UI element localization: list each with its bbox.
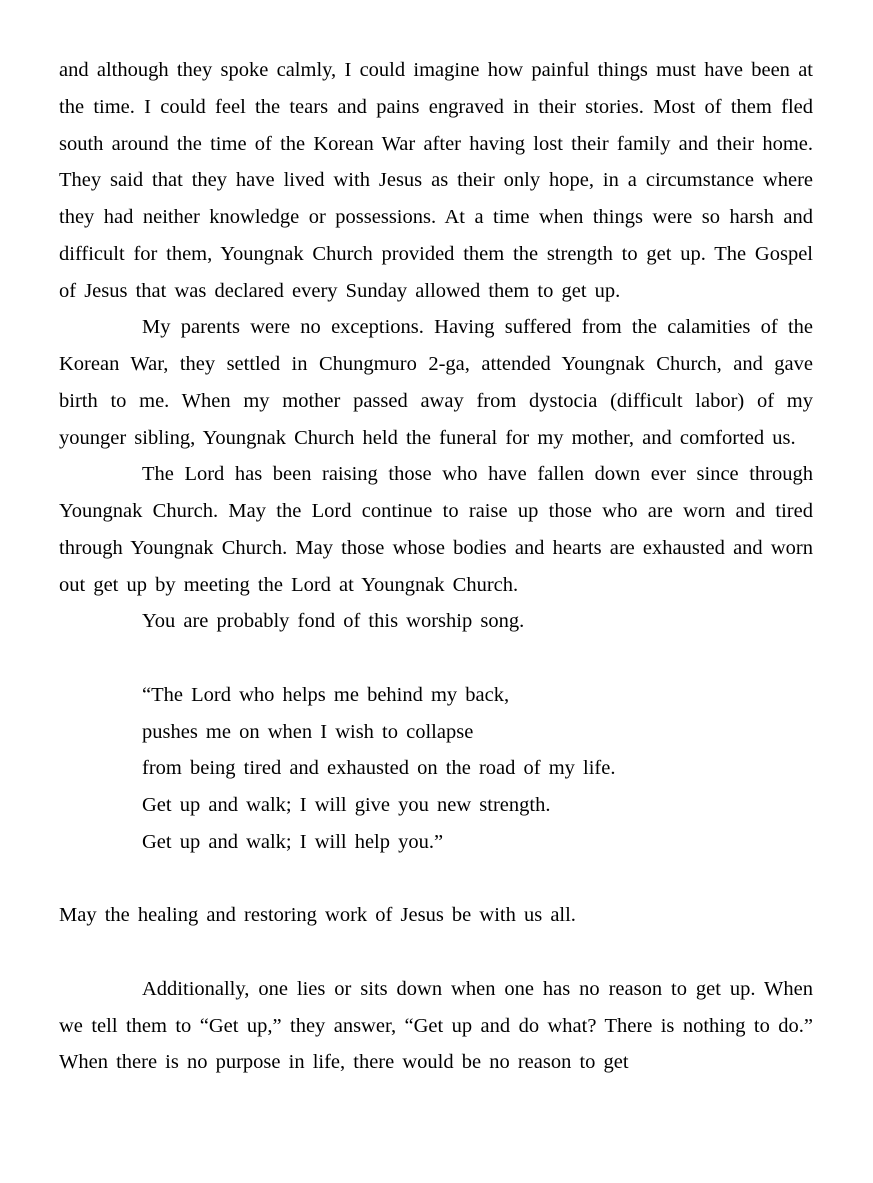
song-verse: [59, 677, 813, 861]
body-paragraph: My parents were no exceptions. Having suffered from the calamities of the Korean War, they settled in Chungmuro 2-ga, attended Youngnak Church, and gave birth to me. When my mother passed away from dystocia (difficult labor) of my younger sibling, Youngnak Church held the funeral for my mother, and comforted us.: [59, 316, 813, 449]
blank-line: [59, 861, 813, 898]
verse-line: pushes me on when I wish to collapse: [142, 720, 474, 743]
blank-line: [59, 934, 813, 971]
body-paragraph: Additionally, one lies or sits down when one has no reason to get up. When we tell them to “Get up,” they answer, “Get up and do what? There is nothing to do.” When there is no purpose in life, there would be no reason to get: [59, 977, 813, 1074]
verse-line: from being tired and exhausted on the road of my life.: [142, 757, 616, 780]
body-paragraph: The Lord has been raising those who have fallen down ever since through Youngnak Church. May the Lord continue to raise up those who are worn and tired through Youngnak Church. May those whose bodies and hearts are exhausted and worn out get up by meeting the Lord at Youngnak Church.: [59, 463, 813, 596]
verse-line: “The Lord who helps me behind my back,: [142, 683, 510, 706]
body-paragraph: You are probably fond of this worship song.: [142, 610, 525, 633]
body-paragraph: and although they spoke calmly, I could imagine how painful things must have been at the time. I could feel the tears and pains engraved in their stories. Most of them fled south around the time of the Korean War after having lost their family and their home. They said that they have lived with Jesus as their only hope, in a circumstance where they had neither knowledge or possessions. At a time when things were so harsh and difficult for them, Youngnak Church provided them the strength to get up. The Gospel of Jesus that was declared every Sunday allowed them to get up.: [59, 59, 813, 302]
verse-line: Get up and walk; I will give you new strength.: [142, 794, 551, 816]
blank-line: [59, 640, 813, 677]
verse-line: Get up and walk; I will help you.”: [142, 830, 444, 853]
closing-line: May the healing and restoring work of Jesus be with us all.: [59, 904, 576, 927]
document-page: [59, 52, 813, 1081]
